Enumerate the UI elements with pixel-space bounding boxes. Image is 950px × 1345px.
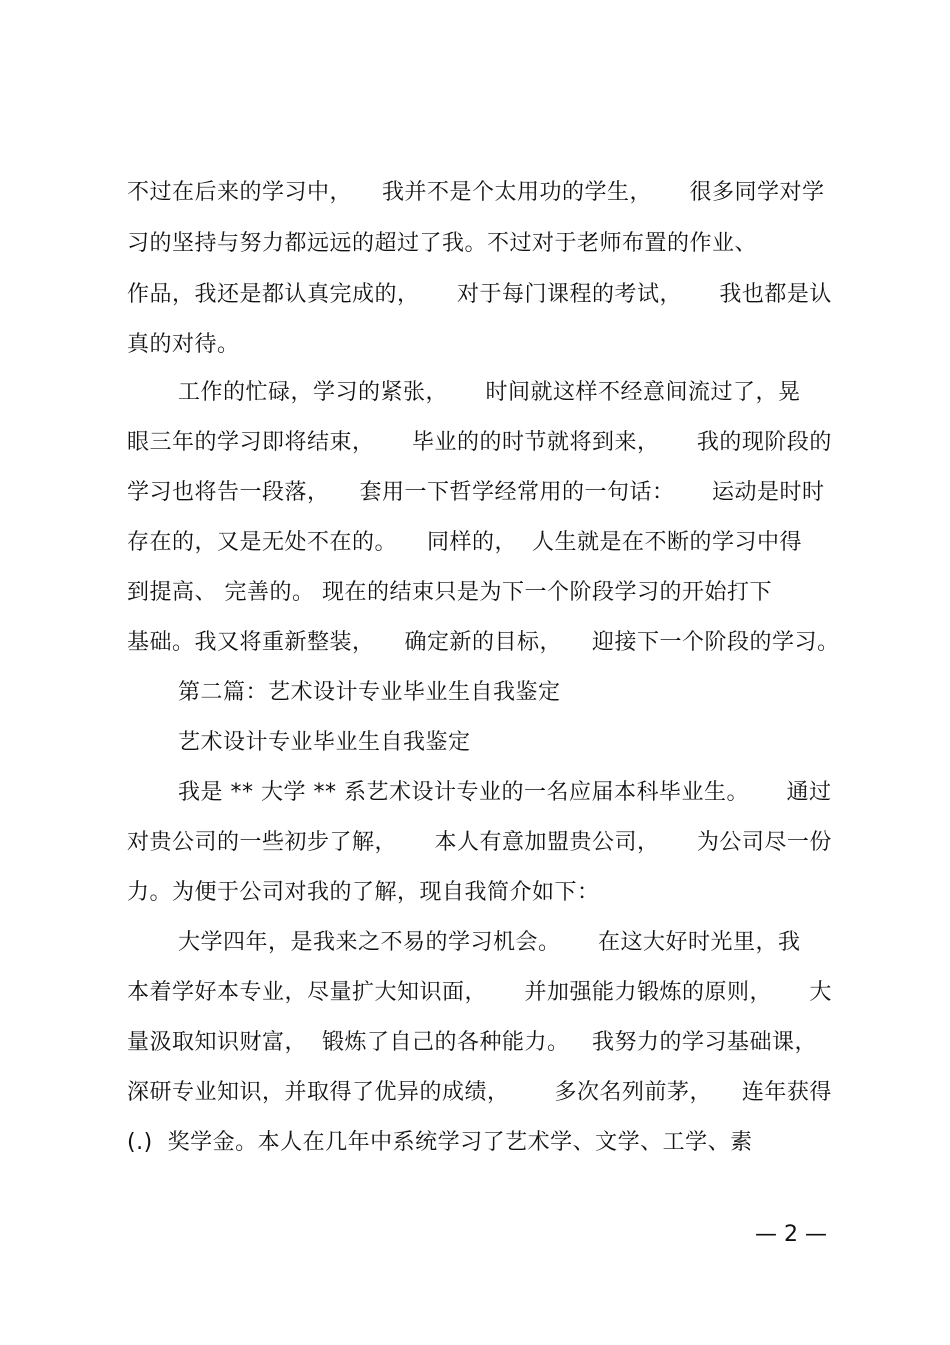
text-line-1: 不过在后来的学习中， 我并不是个太用功的学生， 很多同学对学 <box>127 180 825 205</box>
text-line-16: 大学四年，是我来之不易的学习机会。 在这大好时光里，我 <box>178 930 801 955</box>
text-line-20: (.) 奖学金。本人在几年中系统学习了艺术学、文学、工学、素 <box>127 1130 753 1155</box>
text-line-13: 我是 ** 大学 ** 系艺术设计专业的一名应届本科毕业生。 通过 <box>178 780 832 805</box>
text-line-9: 到提高、 完善的。 现在的结束只是为下一个阶段学习的开始打下 <box>127 580 772 605</box>
text-line-2: 习的坚持与努力都远远的超过了我。不过对于老师布置的作业、 <box>127 231 758 256</box>
section-subheading: 艺术设计专业毕业生自我鉴定 <box>178 730 471 755</box>
text-line-3: 作品，我还是都认真完成的， 对于每门课程的考试， 我也都是认 <box>127 282 832 307</box>
text-line-8: 存在的，又是无处不在的。 同样的， 人生就是在不断的学习中得 <box>127 530 802 555</box>
text-line-7: 学习也将告一段落， 套用一下哲学经常用的一句话： 运动是时时 <box>127 480 825 505</box>
text-line-17: 本着学好本专业，尽量扩大知识面， 并加强能力锻炼的原则， 大 <box>127 980 832 1005</box>
text-line-6: 眼三年的学习即将结束， 毕业的的时节就将到来， 我的现阶段的 <box>127 430 832 455</box>
text-line-5: 工作的忙碌，学习的紧张， 时间就这样不经意间流过了，晃 <box>178 380 801 405</box>
text-line-19: 深研专业知识，并取得了优异的成绩， 多次名列前茅， 连年获得 <box>127 1080 832 1105</box>
page-number: — 2 — <box>755 1222 827 1247</box>
text-line-14: 对贵公司的一些初步了解， 本人有意加盟贵公司， 为公司尽一份 <box>127 830 832 855</box>
text-line-15: 力。为便于公司对我的了解，现自我简介如下： <box>127 880 600 905</box>
text-line-18: 量汲取知识财富， 锻炼了自己的各种能力。 我努力的学习基础课， <box>127 1030 817 1055</box>
text-line-10: 基础。我又将重新整装， 确定新的目标， 迎接下一个阶段的学习。 <box>127 630 840 655</box>
section-heading: 第二篇：艺术设计专业毕业生自我鉴定 <box>178 680 561 705</box>
text-line-4: 真的对待。 <box>127 332 240 357</box>
